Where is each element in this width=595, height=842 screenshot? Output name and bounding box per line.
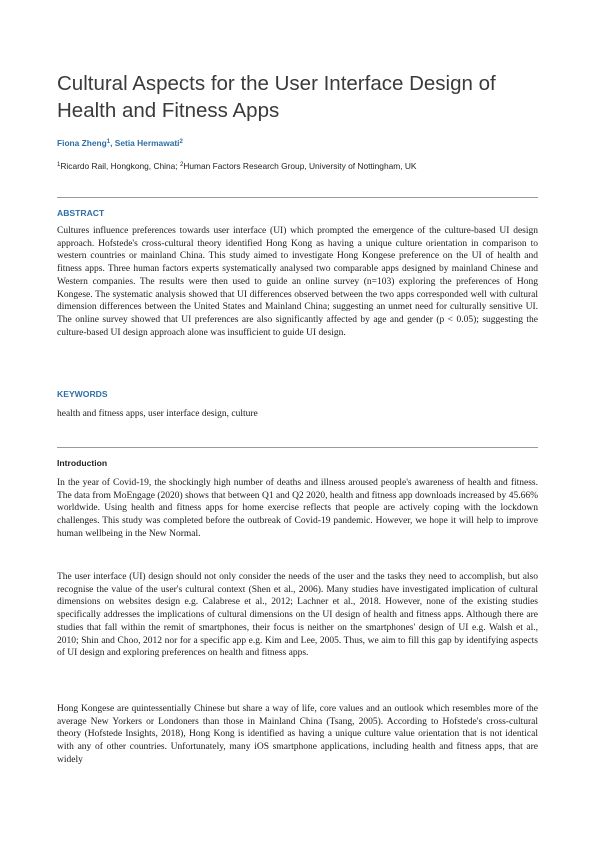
affiliation-marker: 2	[179, 162, 184, 168]
affiliation-marker: 1	[57, 162, 61, 168]
author-name: Setia Hermawati	[114, 138, 180, 148]
keywords-text: health and fitness apps, user interface design, culture	[57, 409, 258, 419]
keywords-heading: KEYWORDS	[57, 389, 108, 399]
abstract-heading: ABSTRACT	[57, 208, 105, 218]
author-separator: ,	[110, 138, 115, 148]
affiliation-marker: 1	[106, 139, 111, 145]
introduction-paragraph: The user interface (UI) design should not only consider the needs of the user and the tasks they need to accomplish, but also recognise the value of the user's cultural context (Shen et al., 2006). Many studies have investigated implication of cultural dimensions on websites design e.g. Calabrese et al., 2012; Lachner et al., 2018. However, none of the existing studies specifically addresses the implications of cultural dimensions on the UI design of health and fitness apps. Although there are studies that fall within the remit of smartphones, their focus is neither on the smartphones' design of UI e.g. Walsh et al., 2010; Shin and Choo, 2012 nor for a specific app e.g. Kim and Lee, 2005. Thus, we aim to fill this gap by identifying aspects of UI design and exploring preferences on health and fitness apps.	[57, 572, 538, 659]
affiliation-text: Ricardo Rail, Hongkong, China;	[60, 161, 180, 171]
divider	[57, 447, 538, 448]
affiliation-marker: 2	[179, 139, 183, 145]
author-name: Fiona Zheng	[57, 138, 107, 148]
affiliation-line	[57, 161, 547, 172]
introduction-paragraph: Hong Kongese are quintessentially Chinese but share a way of life, core values and an outlook which resembles more of the average New Yorkers or Londoners than those in Mainland China (Tsang, 2005). According to Hofstede's cross-cultural theory (Hofstede Insights, 2018), Hong Kong is identified as having a unique culture value orientation that is not identical with any of other countries. Unfortunately, many iOS smartphone applications, including health and fitness apps, that are widely	[57, 704, 538, 765]
introduction-heading: Introduction	[57, 458, 108, 468]
paper-title: Cultural Aspects for the User Interface Design of Health and Fitness Apps	[57, 72, 496, 122]
introduction-paragraph: In the year of Covid-19, the shockingly high number of deaths and illness aroused people's awareness of health and fitness. The data from MoEngage (2020) shows that between Q1 and Q2 2020, health and fitness app downloads increased by 45.66% worldwide. Using health and fitness apps for home exercise reflects that people are actively coping with the lockdown challenges. This study was completed before the outbreak of Covid-19 pandemic. However, we hope it will help to improve human wellbeing in the New Normal.	[57, 478, 538, 539]
divider	[57, 197, 538, 198]
abstract-text: Cultures influence preferences towards user interface (UI) which prompted the emergence of the culture-based UI design approach. Hofstede's cross-cultural theory identified Hong Kong as having a unique culture orientation in comparison to western countries or mainland China. This study aimed to investigate Hong Kongese preference on the UI of health and fitness apps. Three human factors experts systematically analysed two comparable apps designed by mainland Chinese and Western companies. The results were then used to guide an online survey (n=103) exploring the preferences of Hong Kongese. The systematic analysis showed that UI differences observed between the two apps corresponded well with cultural dimension differences between the United States and Mainland China; suggesting an unmet need for culturally sensitive UI. The online survey showed that UI preferences are also significantly affected by age and gender (p < 0.05); suggesting the culture-based UI design approach alone was insufficient to guide UI design.	[57, 226, 538, 338]
author-line	[57, 138, 547, 149]
affiliation-text: Human Factors Research Group, University of Nottingham, UK	[183, 161, 417, 171]
